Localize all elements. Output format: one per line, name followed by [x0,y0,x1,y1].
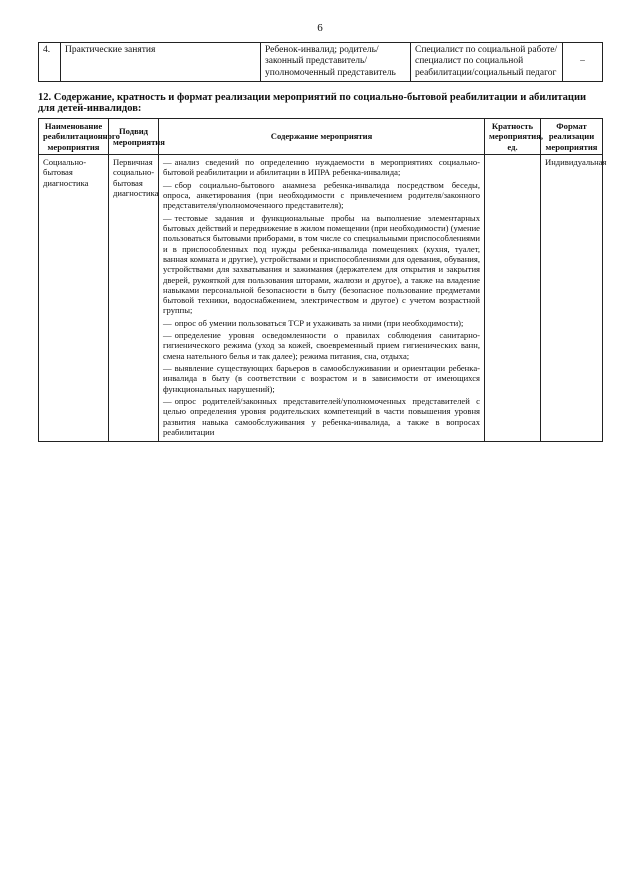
content-item: — тестовые задания и функциональные пробы на выполнение элементарных бытовых действий и передвижение в жилом помещении (при необходимости) (умение пользоваться бытовыми приборами, в том числе со специальными приспособлениями и в приспособленных под нужды ребенка-инвалида помещениях (кухня, туалет, ванная комната и другие), устройствами и приспособлениями для одевания, обувания, устройствами для захватывания и зажимания (держателем для открытия и закрытия дверей, рукояткой для пользования шторами, жалюзи и другое), а также на владение навыками персональной безопасности в быту (безопасное пользование предметами бытовой техники, водоснабжением, электричеством и другое) с учетом возрастной группы; [163,212,480,316]
measure-content [159,155,485,442]
activity-mark: – [563,43,603,82]
content-item: — сбор социально-бытового анамнеза ребенка-инвалида посредством беседы, опроса, анкетирования (при необходимости с привлечением родителя/законного представителя/уполномоченного представителя); [163,179,480,211]
col-header-content: Содержание мероприятия [159,119,485,155]
content-item-text: тестовые задания и функциональные пробы на выполнение элементарных бытовых действий и передвижение в жилом помещении (при необходимости) (умение пользоваться бытовыми приборами, в том числе со специальными приспособлениями и в приспособленных под нужды ребенка-инвалида помещениях (кухня, туалет, ванная комната и другие), устройствами и приспособлениями для одевания, обувания, устройствами для захватывания и зажимания (держателем для открытия и закрытия дверей, рукояткой для пользования шторами, жалюзи и другое), а также на владение навыками персональной безопасности в быту (безопасное пользование предметами бытовой техники, водоснабжением, электричеством и другое) с учетом возрастной группы; [163,212,480,316]
col-header-name: Наименование реабилитационного мероприятия [39,119,109,155]
section-title: 12. Содержание, кратность и формат реализации мероприятий по социально-бытовой реабилитации и абилитации для детей-инвалидов: [38,92,587,115]
content-item: — выявление существующих барьеров в самообслуживании и ориентации ребенка-инвалида в быту (в соответствии с возрастом и в зависимости от имеющихся функциональных нарушений); [163,363,480,394]
measure-name: Социально-бытовая диагностика [39,155,109,442]
table-row [39,155,603,442]
table-header-row [39,119,603,155]
measure-frequency [485,155,541,442]
col-header-format: Формат реализации мероприятия [541,119,603,155]
content-item-text: анализ сведений по определению нуждаемости в мероприятиях социально-бытовой реабилитации и абилитации в ИПРА ребенка-инвалида; [163,157,480,178]
content-item-text: определение уровня осведомленности о правилах соблюдения санитарно-гигиенического режима (уход за кожей, своевременный прием гигиенических ванн, смена нательного белья и так далее); режима питания, сна, отдыха; [163,330,480,361]
col-header-frequency: Кратность мероприятия, ед. [485,119,541,155]
content-item: — анализ сведений по определению нуждаемости в мероприятиях социально-бытовой реабилитации и абилитации в ИПРА ребенка-инвалида; [163,157,480,178]
content-item-text: выявление существующих барьеров в самообслуживании и ориентации ребенка-инвалида в быту (в соответствии с возрастом и в зависимости от имеющихся функциональных нарушений); [163,363,480,394]
rehab-table [38,118,607,442]
activity-participants: Ребенок-инвалид; родитель/законный представитель/уполномоченный представитель [261,43,411,82]
measure-format: Индивидуальная [541,155,603,442]
document-page [38,22,607,872]
measure-subtype: Первичная социально-бытовая диагностика [109,155,159,442]
content-item-text: сбор социально-бытового анамнеза ребенка-инвалида посредством беседы, опроса, анкетирования (при необходимости с привлечением родителя/законного представителя/уполномоченного представителя); [163,179,480,211]
activity-table [38,42,603,82]
content-item: — опрос об умении пользоваться ТСР и ухаживать за ними (при необходимости); [163,317,464,328]
activity-specialist: Специалист по социальной работе/специалист по социальной реабилитации/социальный педагог [411,43,563,82]
table-row [39,43,603,82]
col-header-subtype: Подвид мероприятия [109,119,159,155]
content-item: — определение уровня осведомленности о правилах соблюдения санитарно-гигиенического режима (уход за кожей, своевременный прием гигиенических ванн, смена нательного белья и так далее); режима питания, сна, отдыха; [163,330,480,361]
content-item: — опрос родителей/законных представителей/уполномоченных представителей с целью определения уровня родительских компетенций в части повышения уровня развития навыка самообслуживания у ребенка-инвалида, а также в вопросах реабилитации [163,395,480,437]
content-item-text: опрос родителей/законных представителей/уполномоченных представителей с целью определения уровня родительских компетенций в части повышения уровня развития навыка самообслуживания у ребенка-инвалида, а также в вопросах реабилитации [163,395,480,437]
content-item-text: опрос об умении пользоваться ТСР и ухаживать за ними (при необходимости); [174,317,464,328]
page-number: 6 [317,22,323,34]
activity-name: Практические занятия [61,43,261,82]
row-number: 4. [39,43,61,82]
